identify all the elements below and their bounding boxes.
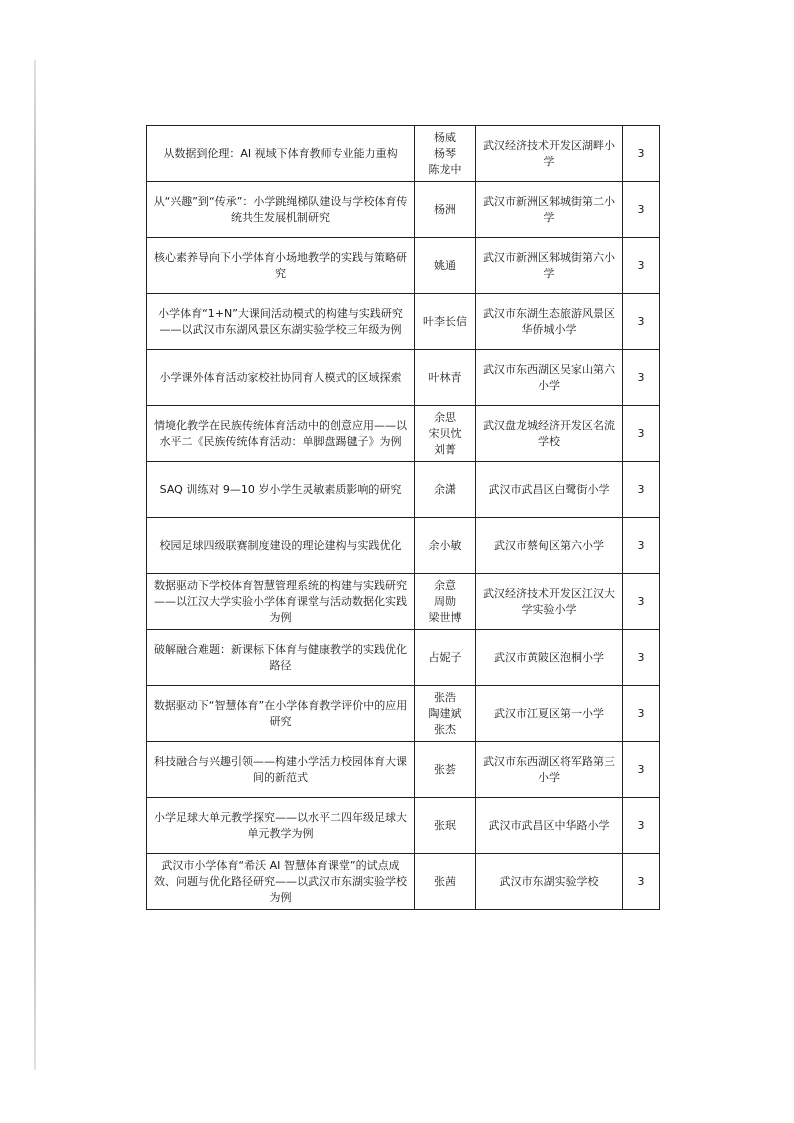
score-value: 3 xyxy=(623,630,660,686)
table-row xyxy=(147,238,660,294)
table-row xyxy=(147,406,660,462)
paper-title: 核心素养导向下小学体育小场地教学的实践与策略研究 xyxy=(147,238,415,294)
author-cell xyxy=(415,294,476,350)
table-row xyxy=(147,798,660,854)
author-name: 叶李长信 xyxy=(423,314,467,328)
author-name: 杨琴 xyxy=(434,146,456,160)
score-value: 3 xyxy=(623,798,660,854)
author-name: 张茜 xyxy=(434,874,456,888)
school-name: 武汉经济技术开发区湖畔小学 xyxy=(476,126,623,182)
author-name: 宋贝忱 xyxy=(428,426,462,440)
paper-title: 从数据到伦理：AI 视域下体育教师专业能力重构 xyxy=(147,126,415,182)
paper-title: 破解融合难题：新课标下体育与健康教学的实践优化路径 xyxy=(147,630,415,686)
author-name: 余潇 xyxy=(434,482,456,496)
table-row xyxy=(147,574,660,630)
author-name: 张杰 xyxy=(434,722,456,736)
award-list-body xyxy=(147,126,660,910)
score-value: 3 xyxy=(623,238,660,294)
school-name: 武汉市东湖实验学校 xyxy=(476,854,623,910)
school-name: 武汉市武昌区中华路小学 xyxy=(476,798,623,854)
table-row xyxy=(147,462,660,518)
score-value: 3 xyxy=(623,406,660,462)
author-name: 余意 xyxy=(434,578,456,592)
school-name: 武汉市武昌区白鹭街小学 xyxy=(476,462,623,518)
author-name: 占妮子 xyxy=(428,650,462,664)
paper-title: 科技融合与兴趣引领——构建小学活力校园体育大课间的新范式 xyxy=(147,742,415,798)
score-value: 3 xyxy=(623,854,660,910)
author-name: 张荟 xyxy=(434,762,456,776)
author-cell xyxy=(415,182,476,238)
author-name: 张珉 xyxy=(434,818,456,832)
score-value: 3 xyxy=(623,294,660,350)
paper-title: 武汉市小学体育“希沃 AI 智慧体育课堂”的试点成效、问题与优化路径研究——以武汉市东湖实验学校为例 xyxy=(147,854,415,910)
paper-title: 小学足球大单元教学探究——以水平二四年级足球大单元教学为例 xyxy=(147,798,415,854)
score-value: 3 xyxy=(623,182,660,238)
author-name: 余小敏 xyxy=(428,538,462,552)
author-cell xyxy=(415,406,476,462)
author-name: 陶建斌 xyxy=(428,706,462,720)
author-cell xyxy=(415,126,476,182)
school-name: 武汉市黄陂区泡桐小学 xyxy=(476,630,623,686)
table-row xyxy=(147,742,660,798)
school-name: 武汉市新洲区邾城街第二小学 xyxy=(476,182,623,238)
author-cell xyxy=(415,686,476,742)
paper-title: 小学体育“1+N”大课间活动模式的构建与实践研究——以武汉市东湖风景区东湖实验学校三年级为例 xyxy=(147,294,415,350)
score-value: 3 xyxy=(623,742,660,798)
author-cell xyxy=(415,350,476,406)
table-row xyxy=(147,630,660,686)
paper-title: 从“兴趣”到“传承”：小学跳绳梯队建设与学校体育传统共生发展机制研究 xyxy=(147,182,415,238)
award-list-table xyxy=(146,125,660,910)
school-name: 武汉市新洲区邾城街第六小学 xyxy=(476,238,623,294)
paper-title: 数据驱动下学校体育智慧管理系统的构建与实践研究——以江汉大学实验小学体育课堂与活动数据化实践为例 xyxy=(147,574,415,630)
author-name: 周勋 xyxy=(434,594,456,608)
paper-title: SAQ 训练对 9—10 岁小学生灵敏素质影响的研究 xyxy=(147,462,415,518)
school-name: 武汉市东西湖区吴家山第六小学 xyxy=(476,350,623,406)
score-value: 3 xyxy=(623,518,660,574)
author-name: 杨威 xyxy=(434,130,456,144)
table-row xyxy=(147,686,660,742)
author-cell xyxy=(415,518,476,574)
author-name: 姚通 xyxy=(434,258,456,272)
author-cell xyxy=(415,742,476,798)
school-name: 武汉盘龙城经济开发区名流学校 xyxy=(476,406,623,462)
school-name: 武汉市江夏区第一小学 xyxy=(476,686,623,742)
school-name: 武汉经济技术开发区江汉大学实验小学 xyxy=(476,574,623,630)
school-name: 武汉市东湖生态旅游风景区华侨城小学 xyxy=(476,294,623,350)
author-name: 梁世博 xyxy=(428,610,462,624)
author-cell xyxy=(415,798,476,854)
paper-title: 情境化教学在民族传统体育活动中的创意应用——以水平二《民族传统体育活动：单脚盘踢毽子》为例 xyxy=(147,406,415,462)
score-value: 3 xyxy=(623,574,660,630)
author-name: 叶林青 xyxy=(428,370,462,384)
author-cell xyxy=(415,630,476,686)
table-row xyxy=(147,294,660,350)
table-row xyxy=(147,182,660,238)
table-row xyxy=(147,518,660,574)
author-cell xyxy=(415,574,476,630)
scan-edge-shadow xyxy=(34,60,36,1070)
score-value: 3 xyxy=(623,350,660,406)
score-value: 3 xyxy=(623,686,660,742)
author-cell xyxy=(415,854,476,910)
score-value: 3 xyxy=(623,126,660,182)
table-row xyxy=(147,854,660,910)
paper-title: 数据驱动下“智慧体育”在小学体育教学评价中的应用研究 xyxy=(147,686,415,742)
author-name: 余思 xyxy=(434,410,456,424)
table-row xyxy=(147,126,660,182)
school-name: 武汉市蔡甸区第六小学 xyxy=(476,518,623,574)
paper-title: 小学课外体育活动家校社协同育人模式的区域探索 xyxy=(147,350,415,406)
author-name: 杨洲 xyxy=(434,202,456,216)
author-name: 刘菁 xyxy=(434,442,456,456)
author-name: 陈龙中 xyxy=(428,162,462,176)
author-name: 张浩 xyxy=(434,690,456,704)
author-cell xyxy=(415,238,476,294)
score-value: 3 xyxy=(623,462,660,518)
table-row xyxy=(147,350,660,406)
author-cell xyxy=(415,462,476,518)
school-name: 武汉市东西湖区将军路第三小学 xyxy=(476,742,623,798)
paper-title: 校园足球四级联赛制度建设的理论建构与实践优化 xyxy=(147,518,415,574)
